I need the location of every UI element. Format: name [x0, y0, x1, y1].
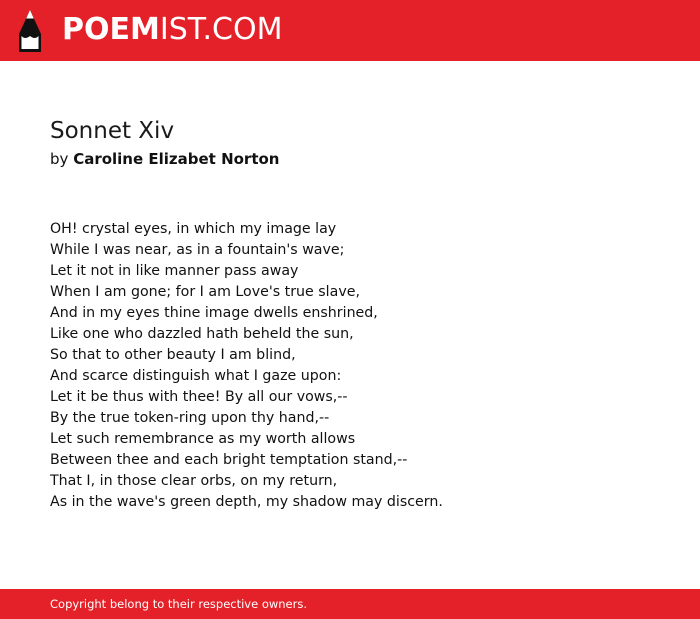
poem-line: So that to other beauty I am blind, [50, 347, 296, 363]
poem-line: And scarce distinguish what I gaze upon: [50, 368, 342, 384]
poem-line: Let such remembrance as my worth allows [50, 431, 356, 447]
by-label: by [50, 150, 69, 168]
author-name: Caroline Elizabet Norton [73, 150, 280, 168]
site-logo[interactable] [62, 12, 282, 48]
poem-line: And in my eyes thine image dwells enshrined, [50, 305, 378, 321]
poem-line: Let it be thus with thee! By all our vows,-- [50, 389, 348, 405]
poem-line: When I am gone; for I am Love's true slave, [50, 284, 360, 300]
poem-line: By the true token-ring upon thy hand,-- [50, 410, 330, 426]
logo-text-bold: POEM [62, 12, 160, 47]
poem-line: Like one who dazzled hath beheld the sun, [50, 326, 354, 342]
poem-title: Sonnet Xiv [50, 118, 175, 144]
site-header [0, 0, 700, 61]
site-footer [0, 589, 700, 619]
logo-text-light: IST.COM [159, 12, 283, 47]
poem-line: As in the wave's green depth, my shadow may discern. [50, 494, 443, 510]
poem-line: OH! crystal eyes, in which my image lay [50, 221, 337, 237]
poem-line: Between thee and each bright temptation stand,-- [50, 452, 408, 468]
pencil-tip-icon [17, 9, 43, 53]
copyright-text: Copyright belong to their respective owners. [50, 597, 308, 611]
poem-line: Let it not in like manner pass away [50, 263, 299, 279]
poem-body [50, 219, 443, 513]
poem-line: That I, in those clear orbs, on my return, [50, 473, 338, 489]
byline [50, 149, 279, 169]
poem-line: While I was near, as in a fountain's wave; [50, 242, 345, 258]
